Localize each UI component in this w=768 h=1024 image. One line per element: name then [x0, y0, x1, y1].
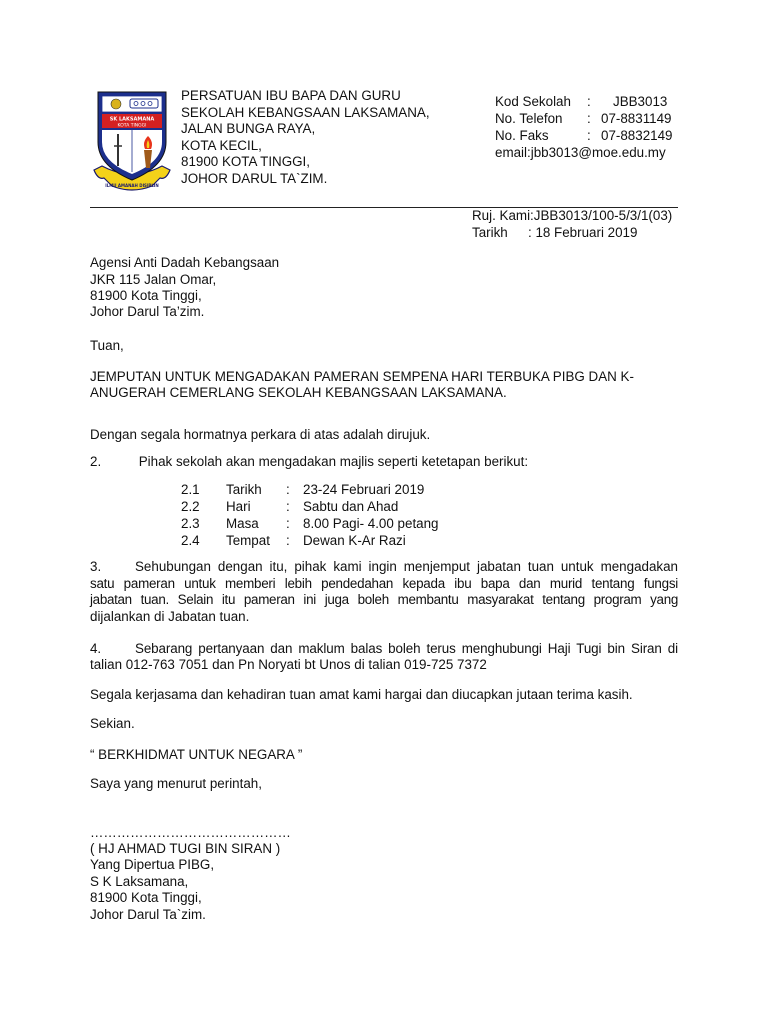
schedule-list [181, 481, 439, 549]
schedule-item [181, 515, 439, 532]
crest-text-line-2: KOTA TINGGI [117, 123, 147, 129]
paragraph-number: 2. [90, 454, 102, 469]
schedule-item [181, 532, 439, 549]
signatory-postcode: 81900 Kota Tinggi, [90, 890, 202, 905]
recipient-line-2: JKR 115 Jalan Omar, [90, 272, 217, 287]
signatory-state: Johor Darul Ta`zim. [90, 907, 206, 922]
contact-label: Kod Sekolah [495, 94, 571, 109]
email-link[interactable]: email:jbb3013@moe.edu.my [495, 145, 666, 160]
schedule-label: Tarikh [226, 482, 262, 497]
contact-row [495, 110, 672, 127]
reference-block [472, 207, 672, 241]
schedule-sep: : [286, 516, 290, 531]
motto: “ BERKHIDMAT UNTUK NEGARA ” [90, 747, 303, 762]
contact-sep: : [587, 128, 591, 143]
paragraph-text: Sehubungan dengan itu, pihak kami ingin menjemput jabatan tuan untuk mengadakan [135, 559, 678, 574]
signature-line: ……………………………………… [90, 825, 291, 840]
schedule-number: 2.1 [181, 482, 200, 497]
closing-paragraph: Segala kerjasama dan kehadiran tuan amat kami hargai dan diucapkan jutaan terima kasih. [90, 687, 633, 702]
intro-paragraph: Dengan segala hormatnya perkara di atas adalah dirujuk. [90, 427, 431, 442]
signatory-school: S K Laksamana, [90, 874, 189, 889]
contact-row [495, 93, 672, 110]
closing-phrase: Saya yang menurut perintah, [90, 776, 262, 791]
address-line-6: JOHOR DARUL TA`ZIM. [181, 170, 328, 186]
paragraph-number: 3. [90, 559, 102, 574]
contact-sep: : [587, 111, 591, 126]
phone-value: 07-8831149 [601, 111, 672, 126]
schedule-item [181, 481, 439, 498]
schedule-value: 8.00 Pagi- 4.00 petang [303, 516, 439, 531]
schedule-sep: : [286, 482, 290, 497]
sekian: Sekian. [90, 716, 135, 731]
fax-value: 07-8832149 [601, 128, 673, 143]
address-line-1: PERSATUAN IBU BAPA DAN GURU [181, 88, 401, 103]
salutation: Tuan, [90, 338, 124, 353]
contact-label: No. Telefon [495, 111, 563, 126]
school-code-value: JBB3013 [613, 94, 668, 109]
contact-label: No. Faks [495, 128, 549, 143]
recipient-line-1: Agensi Anti Dadah Kebangsaan [90, 255, 280, 270]
email-row [495, 144, 672, 161]
recipient-line-4: Johor Darul Ta’zim. [90, 304, 205, 319]
contact-sep: : [587, 94, 591, 109]
paragraph-number: 4. [90, 641, 101, 656]
letterhead-address [181, 88, 430, 188]
subject-line-1: JEMPUTAN UNTUK MENGADAKAN PAMERAN SEMPENA HARI TERBUKA PIBG DAN K- [90, 369, 634, 384]
address-line-3: JALAN BUNGA RAYA, [181, 121, 316, 137]
schedule-label: Hari [226, 499, 251, 514]
recipient-line-3: 81900 Kota Tinggi, [90, 288, 202, 303]
paragraph-4-line-2: talian 012-763 7051 dan Pn Noryati bt Unos di talian 019-725 7372 [90, 657, 487, 672]
schedule-number: 2.2 [181, 499, 200, 514]
signatory-title: Yang Dipertua PIBG, [90, 857, 215, 872]
schedule-label: Tempat [226, 533, 270, 548]
paragraph-text: Sebarang pertanyaan dan maklum balas boleh terus menghubungi Haji Tugi bin Siran di [135, 641, 678, 656]
crest-text-line-1: SK LAKSAMANA [109, 116, 155, 123]
paragraph-4-line-1 [90, 640, 678, 657]
schedule-value: 23-24 Februari 2019 [303, 482, 425, 497]
schedule-item [181, 498, 439, 515]
address-line-5: 81900 KOTA TINGGI, [181, 154, 311, 170]
letterhead-contacts [495, 93, 672, 161]
schedule-value: Dewan K-Ar Razi [303, 533, 406, 548]
signatory-name: ( HJ AHMAD TUGI BIN SIRAN ) [90, 841, 281, 856]
date-label: Tarikh [472, 225, 508, 240]
paragraph-3-line-3: jabatan tuan. Selain itu pameran ini juga boleh membantu masyarakat tentang program yang [90, 592, 678, 607]
school-crest-icon [92, 88, 172, 192]
contact-row [495, 127, 672, 144]
schedule-sep: : [286, 533, 290, 548]
schedule-sep: : [286, 499, 290, 514]
subject-line-2: ANUGERAH CEMERLANG SEKOLAH KEBANGSAAN LAKSAMANA. [90, 385, 507, 400]
schedule-value: Sabtu dan Ahad [303, 499, 399, 514]
paragraph-text: Pihak sekolah akan mengadakan majlis seperti ketetapan berikut: [138, 454, 529, 469]
crest-ribbon-text: ILMU AMANAH DISIPLIN [105, 183, 159, 188]
address-line-4: KOTA KECIL, [181, 137, 262, 153]
paragraph-3-line-2: satu pameran untuk memberi lebih pendedahan kepada ibu bapa dan murid tentang fungsi [90, 576, 678, 591]
paragraph-2 [90, 453, 528, 470]
schedule-number: 2.4 [181, 533, 200, 548]
schedule-number: 2.3 [181, 516, 200, 531]
date-value: : 18 Februari 2019 [528, 225, 638, 240]
address-line-2: SEKOLAH KEBANGSAAN LAKSAMANA, [181, 104, 430, 120]
schedule-label: Masa [226, 516, 259, 531]
paragraph-3-line-1 [90, 558, 678, 575]
paragraph-3-line-4: dijalankan di Jabatan tuan. [90, 609, 250, 624]
reference-number: Ruj. Kami:JBB3013/100-5/3/1(03) [472, 208, 673, 223]
